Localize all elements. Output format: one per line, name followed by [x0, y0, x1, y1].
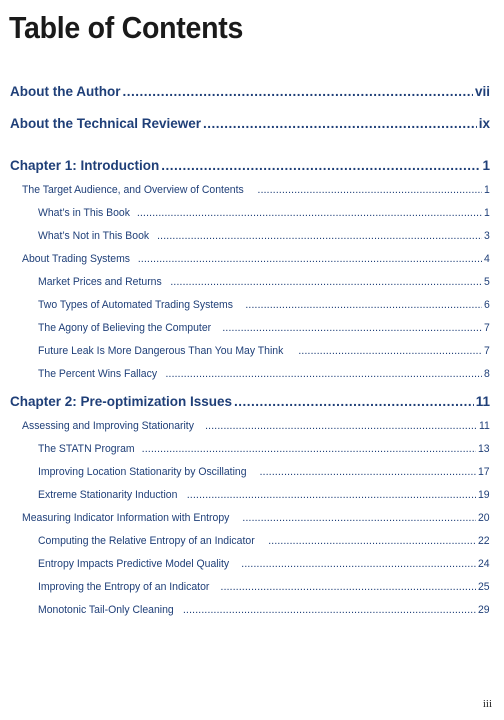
toc-entry-subsection[interactable]	[38, 276, 490, 288]
toc-entry-page: 13	[477, 443, 490, 455]
toc-entry-about-reviewer[interactable]	[10, 116, 490, 131]
dot-leader	[220, 581, 475, 593]
toc-entry-page: 22	[477, 535, 490, 547]
dot-leader	[245, 299, 482, 311]
toc-entry-page: vii	[474, 84, 490, 99]
toc-entry-chapter-2[interactable]	[10, 394, 490, 409]
toc-entry-label: Market Prices and Returns	[38, 276, 162, 288]
dot-leader	[183, 604, 476, 616]
dot-leader	[268, 535, 476, 547]
toc-entry-page: 20	[477, 512, 490, 524]
toc-entry-subsection[interactable]	[38, 230, 490, 242]
dot-leader	[260, 466, 476, 478]
dot-leader	[165, 368, 482, 380]
toc-entry-subsection[interactable]	[38, 207, 490, 219]
toc-entry-label: Two Types of Automated Trading Systems	[38, 299, 233, 311]
toc-entry-subsection[interactable]	[38, 443, 490, 455]
toc-entry-page: 1	[483, 207, 490, 219]
toc-entry-page: 25	[477, 581, 490, 593]
toc-entry-page: 17	[477, 466, 490, 478]
dot-leader	[203, 116, 477, 131]
toc-entry-subsection[interactable]	[38, 535, 490, 547]
toc-entry-chapter-1[interactable]	[10, 158, 490, 173]
toc-entry-label: What’s Not in This Book	[38, 230, 150, 242]
toc-entry-subsection[interactable]	[38, 322, 490, 334]
toc-entry-label: Computing the Relative Entropy of an Indicator	[38, 535, 255, 547]
toc-entry-page: 1	[482, 158, 490, 173]
dot-leader	[205, 420, 477, 432]
dot-leader	[137, 207, 482, 219]
dot-leader	[138, 253, 482, 265]
toc-entry-label: About Trading Systems	[22, 253, 131, 265]
toc-entry-page: 7	[483, 322, 490, 334]
dot-leader	[257, 184, 481, 196]
toc-entry-label: What’s in This Book	[38, 207, 130, 219]
toc-entry-subsection[interactable]	[38, 368, 490, 380]
toc-entry-label: Assessing and Improving Stationarity	[22, 420, 194, 432]
toc-entry-subsection[interactable]	[38, 581, 490, 593]
page-title: Table of Contents	[9, 10, 244, 45]
toc-entry-label: The Agony of Believing the Computer	[38, 322, 212, 334]
toc-entry-subsection[interactable]	[38, 299, 490, 311]
toc-entry-page: ix	[478, 116, 490, 131]
toc-entry-page: 24	[477, 558, 490, 570]
toc-entry-label: Improving the Entropy of an Indicator	[38, 581, 210, 593]
toc-entry-page: 7	[483, 345, 490, 357]
toc-entry-page: 11	[478, 420, 490, 432]
toc-entry-section[interactable]	[22, 420, 490, 432]
toc-entry-subsection[interactable]	[38, 466, 490, 478]
toc-entry-page: 29	[477, 604, 490, 616]
toc-entry-page: 5	[483, 276, 490, 288]
toc-entry-page: 11	[475, 394, 490, 409]
toc-entry-label: Measuring Indicator Information with Entropy	[22, 512, 230, 524]
dot-leader	[157, 230, 482, 242]
toc-entry-label: Improving Location Stationarity by Oscillating	[38, 466, 247, 478]
toc-entry-label: The Target Audience, and Overview of Contents	[22, 184, 244, 196]
toc-entry-label: The STATN Program	[38, 443, 135, 455]
dot-leader	[142, 443, 476, 455]
toc-entry-label: Chapter 2: Pre-optimization Issues	[10, 394, 233, 409]
toc-entry-label: About the Technical Reviewer	[10, 116, 202, 131]
dot-leader	[241, 558, 476, 570]
toc-entry-section[interactable]	[22, 512, 490, 524]
dot-leader	[234, 394, 474, 409]
toc-entry-section[interactable]	[22, 184, 490, 196]
dot-leader	[242, 512, 475, 524]
dot-leader	[222, 322, 482, 334]
toc-entry-about-author[interactable]	[10, 84, 490, 99]
dot-leader	[122, 84, 473, 99]
toc-entry-label: Future Leak Is More Dangerous Than You May Think	[38, 345, 284, 357]
toc-entry-label: About the Author	[10, 84, 121, 99]
toc-entry-section[interactable]	[22, 253, 490, 265]
toc-entry-page: 19	[477, 489, 490, 501]
page-number: iii	[482, 698, 492, 710]
dot-leader	[298, 345, 482, 357]
toc-entry-subsection[interactable]	[38, 558, 490, 570]
toc-entry-label: Monotonic Tail-Only Cleaning	[38, 604, 174, 616]
toc-entry-label: Extreme Stationarity Induction	[38, 489, 178, 501]
toc-entry-page: 6	[483, 299, 490, 311]
toc-entry-label: The Percent Wins Fallacy	[38, 368, 158, 380]
toc-entry-label: Entropy Impacts Predictive Model Quality	[38, 558, 230, 570]
toc-entry-subsection[interactable]	[38, 489, 490, 501]
toc-entry-subsection[interactable]	[38, 345, 490, 357]
dot-leader	[187, 489, 476, 501]
toc-entry-page: 4	[483, 253, 490, 265]
dot-leader	[170, 276, 482, 288]
toc-entry-label: Chapter 1: Introduction	[10, 158, 160, 173]
toc-entry-page: 1	[483, 184, 490, 196]
toc-entry-subsection[interactable]	[38, 604, 490, 616]
dot-leader	[161, 158, 480, 173]
toc-entry-page: 3	[483, 230, 490, 242]
toc-entry-page: 8	[483, 368, 490, 380]
